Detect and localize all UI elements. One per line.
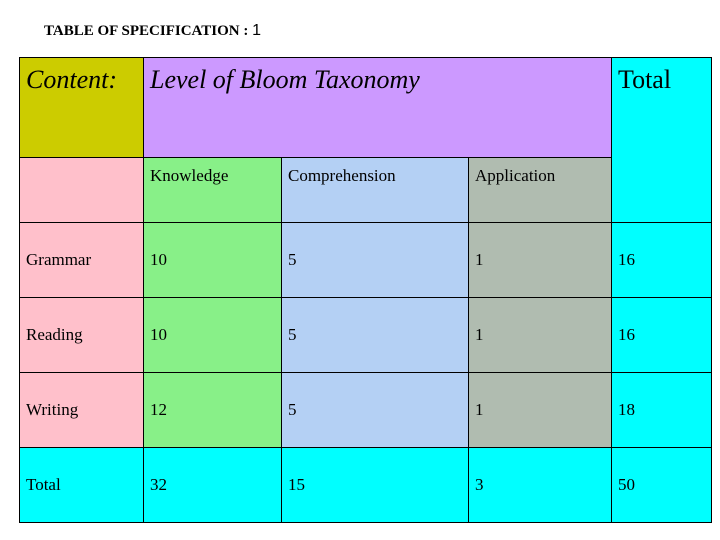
level-comprehension-cell bbox=[282, 158, 469, 223]
comprehension-value: 5 bbox=[282, 223, 469, 298]
knowledge-value: 10 bbox=[144, 298, 282, 373]
page-title bbox=[44, 22, 261, 40]
level-application-label: Application bbox=[475, 166, 556, 185]
application-value: 1 bbox=[469, 373, 612, 448]
row-label: Total bbox=[20, 448, 144, 523]
row-label: Grammar bbox=[20, 223, 144, 298]
bloom-header-cell bbox=[144, 58, 612, 158]
knowledge-value: 32 bbox=[144, 448, 282, 523]
level-knowledge-cell bbox=[144, 158, 282, 223]
level-knowledge-label: Knowledge bbox=[150, 166, 229, 185]
content-header-cell bbox=[20, 58, 144, 158]
row-total-value: 16 bbox=[612, 298, 712, 373]
content-header-label: Content: bbox=[26, 65, 117, 94]
application-value: 3 bbox=[469, 448, 612, 523]
row-total-value: 18 bbox=[612, 373, 712, 448]
table-row bbox=[20, 298, 712, 373]
row-label: Reading bbox=[20, 298, 144, 373]
row-total-value: 16 bbox=[612, 223, 712, 298]
knowledge-value: 10 bbox=[144, 223, 282, 298]
comprehension-value: 5 bbox=[282, 373, 469, 448]
title-number: 1 bbox=[252, 22, 261, 39]
knowledge-value: 12 bbox=[144, 373, 282, 448]
level-comprehension-label: Comprehension bbox=[288, 166, 396, 185]
application-value: 1 bbox=[469, 223, 612, 298]
total-column-blank-cell bbox=[612, 158, 712, 223]
specification-table bbox=[19, 57, 712, 523]
title-text: TABLE OF SPECIFICATION : bbox=[44, 23, 249, 39]
row-label: Writing bbox=[20, 373, 144, 448]
table-row bbox=[20, 223, 712, 298]
comprehension-value: 15 bbox=[282, 448, 469, 523]
total-header-label: Total bbox=[618, 65, 672, 94]
level-application-cell bbox=[469, 158, 612, 223]
table-row-total bbox=[20, 448, 712, 523]
level-row-blank-cell bbox=[20, 158, 144, 223]
application-value: 1 bbox=[469, 298, 612, 373]
bloom-header-label: Level of Bloom Taxonomy bbox=[150, 65, 420, 94]
table-row bbox=[20, 373, 712, 448]
total-header-cell bbox=[612, 58, 712, 158]
row-total-value: 50 bbox=[612, 448, 712, 523]
comprehension-value: 5 bbox=[282, 298, 469, 373]
